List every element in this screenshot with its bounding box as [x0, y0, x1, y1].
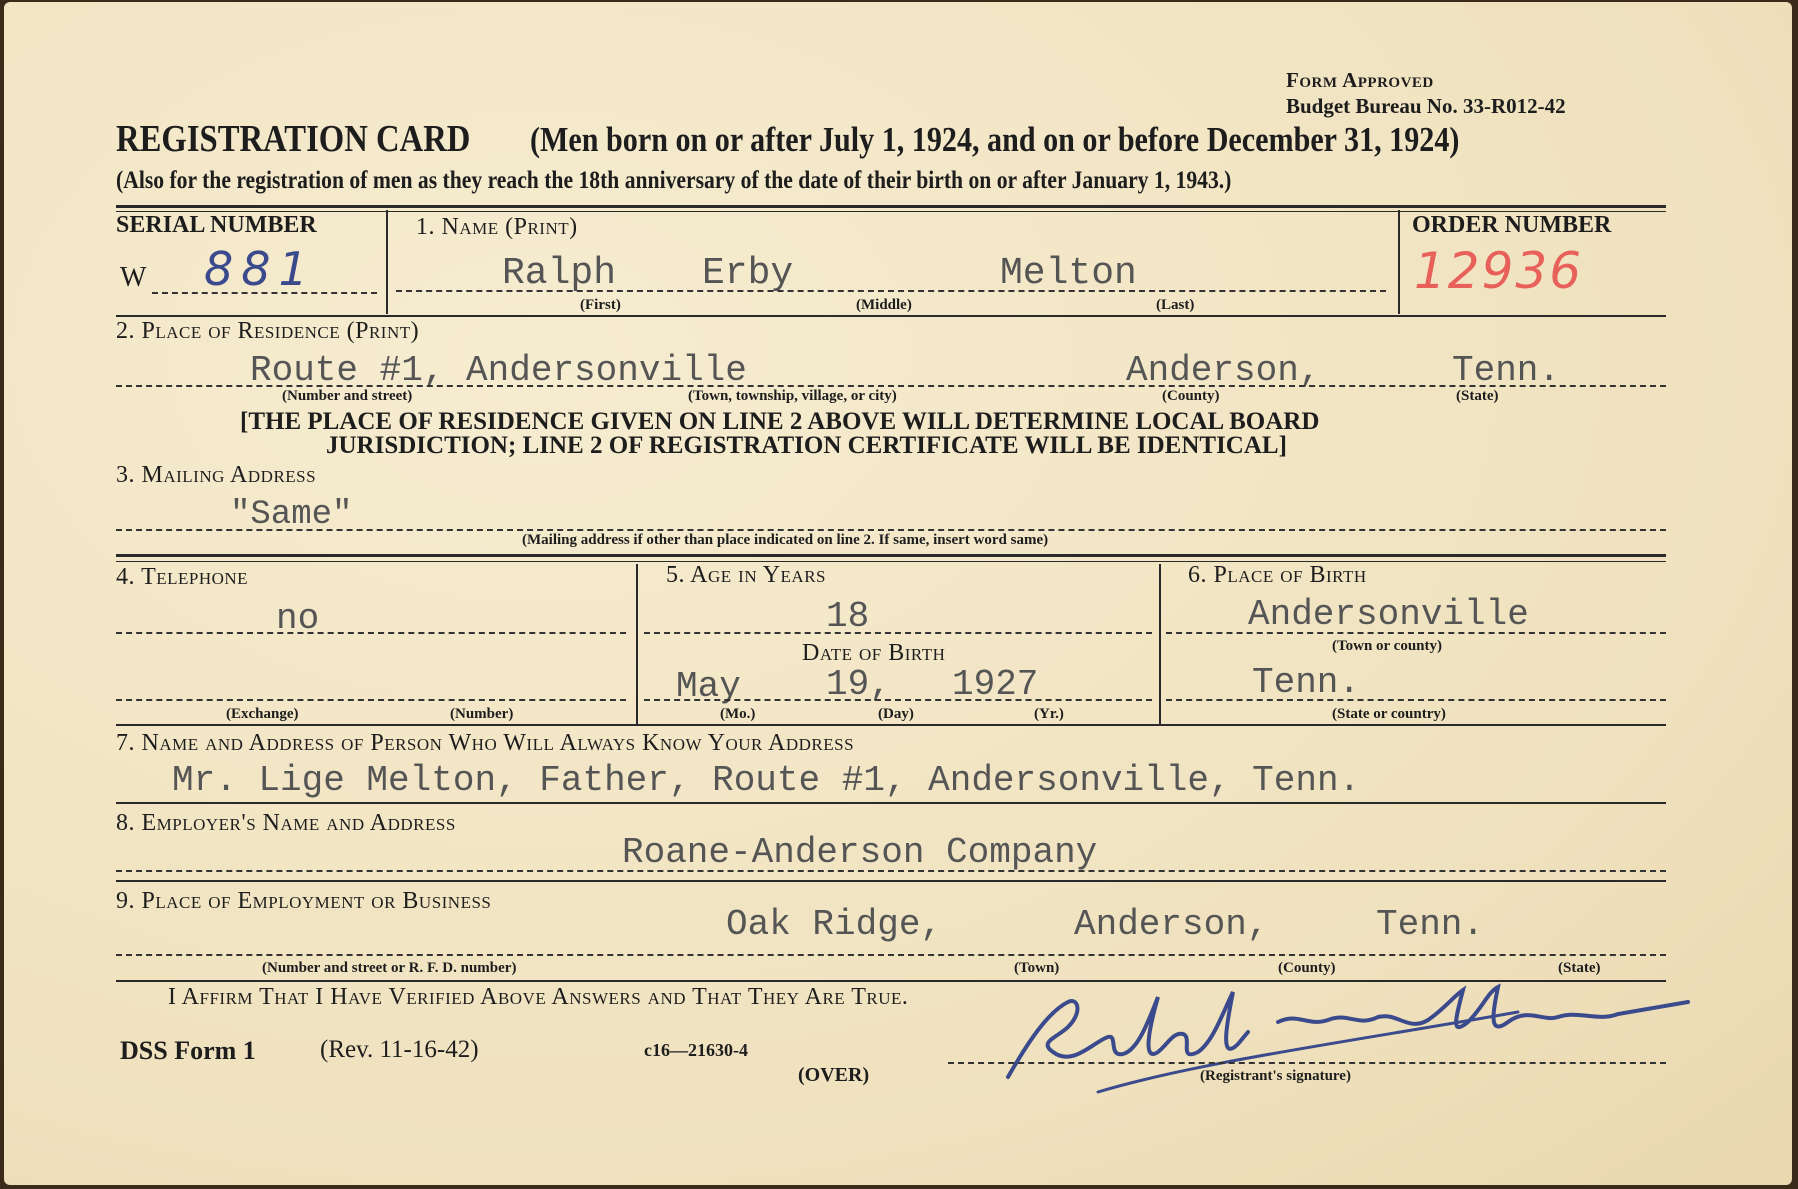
serial-prefix: W: [120, 262, 147, 293]
footer-code: c16—21630-4: [644, 1040, 748, 1060]
residence-county-caption: (County): [1162, 388, 1220, 404]
residence-notice-2: JURISDICTION; LINE 2 OF REGISTRATION CERTIFICATE WILL BE IDENTICAL]: [326, 432, 1287, 459]
order-value: 12936: [1414, 242, 1584, 300]
contact-value: Mr. Lige Melton, Father, Route #1, Andersonville, Tenn.: [172, 760, 1361, 801]
telephone-exchange-caption: (Exchange): [226, 706, 299, 722]
serial-divider: [386, 210, 388, 314]
birthplace-town: Andersonville: [1248, 594, 1529, 635]
employment-state-caption: (State): [1558, 960, 1601, 976]
footer-form: DSS Form 1: [120, 1036, 256, 1065]
telephone-line-2: [116, 699, 626, 701]
serial-line: [152, 292, 377, 294]
mailing-label: 3. Mailing Address: [116, 462, 317, 488]
row7-rule: [116, 802, 1666, 804]
residence-state-caption: (State): [1456, 388, 1499, 404]
dob-mo-caption: (Mo.): [720, 706, 756, 722]
name-middle-caption: (Middle): [856, 297, 912, 313]
dob-day: 19,: [826, 664, 891, 705]
residence-state: Tenn.: [1452, 350, 1561, 391]
row3-rule-2: [116, 561, 1666, 562]
row8-rule: [116, 880, 1666, 882]
name-last-caption: (Last): [1156, 297, 1195, 313]
birthplace-label: 6. Place of Birth: [1188, 562, 1367, 588]
card-subtitle: (Also for the registration of men as they reach the 18th anniversary of the date of their birth on or after January 1, 1943.): [116, 167, 1232, 194]
employment-county-caption: (County): [1278, 960, 1336, 976]
serial-value: 881: [204, 242, 316, 296]
name-first-caption: (First): [580, 297, 621, 313]
employment-street-caption: (Number and street or R. F. D. number): [262, 960, 517, 976]
birthplace-state: Tenn.: [1252, 662, 1361, 703]
top-rule: [116, 205, 1666, 208]
residence-street-caption: (Number and street): [282, 388, 413, 404]
card-title-paren: (Men born on or after July 1, 1924, and on or before December 31, 1924): [530, 120, 1460, 159]
birthplace-line-1: [1166, 632, 1666, 634]
dob-line: [644, 699, 1152, 701]
age-line: [644, 632, 1152, 634]
birthplace-state-caption: (State or country): [1332, 706, 1446, 722]
telephone-line-1: [116, 632, 626, 634]
dob-month: May: [676, 666, 741, 707]
residence-notice-1: [THE PLACE OF RESIDENCE GIVEN ON LINE 2 ABOVE WILL DETERMINE LOCAL BOARD: [240, 408, 1320, 435]
birthplace-line-2: [1166, 699, 1666, 701]
dob-day-caption: (Day): [878, 706, 914, 722]
tel-divider: [636, 564, 638, 724]
age-divider: [1159, 564, 1161, 724]
order-divider: [1398, 210, 1400, 314]
name-middle: Erby: [702, 252, 794, 295]
employer-line: [116, 870, 1666, 872]
row3-rule: [116, 554, 1666, 557]
signature-caption: (Registrant's signature): [1200, 1068, 1351, 1084]
residence-label: 2. Place of Residence (Print): [116, 318, 420, 344]
contact-label: 7. Name and Address of Person Who Will Always Know Your Address: [116, 730, 855, 756]
signature-line: [948, 1062, 1666, 1064]
employment-label: 9. Place of Employment or Business: [116, 888, 492, 914]
name-line: [396, 290, 1386, 292]
name-first: Ralph: [502, 252, 617, 295]
order-label: ORDER NUMBER: [1412, 212, 1612, 238]
birthplace-town-caption: (Town or county): [1332, 638, 1443, 654]
age-value: 18: [826, 596, 870, 637]
budget-bureau: Budget Bureau No. 33-R012-42: [1286, 94, 1566, 118]
footer-over: (OVER): [798, 1064, 870, 1086]
mailing-value: "Same": [230, 496, 353, 534]
mailing-line: [116, 529, 1666, 531]
dob-year: 1927: [952, 664, 1039, 705]
residence-county: Anderson,: [1126, 350, 1321, 391]
form-approved: Form Approved: [1286, 68, 1434, 92]
row6-rule: [116, 724, 1666, 726]
employment-line: [116, 954, 1666, 956]
telephone-label: 4. Telephone: [116, 564, 249, 590]
telephone-number-caption: (Number): [450, 706, 514, 722]
employer-label: 8. Employer's Name and Address: [116, 810, 456, 836]
mailing-caption: (Mailing address if other than place indicated on line 2. If same, insert word same): [522, 532, 1049, 548]
name-last: Melton: [1000, 252, 1137, 295]
residence-line: [116, 385, 1666, 387]
employment-county: Anderson,: [1074, 904, 1269, 945]
row1-rule: [116, 315, 1666, 317]
serial-label: SERIAL NUMBER: [116, 212, 317, 238]
registration-card: [4, 2, 1792, 1185]
name-label: 1. Name (Print): [416, 214, 578, 240]
dob-yr-caption: (Yr.): [1034, 706, 1064, 722]
card-title: REGISTRATION CARD: [116, 118, 471, 160]
employment-state: Tenn.: [1376, 904, 1485, 945]
employment-town-caption: (Town): [1014, 960, 1060, 976]
telephone-value: no: [276, 598, 320, 639]
employer-value: Roane-Anderson Company: [622, 832, 1098, 873]
dob-label: Date of Birth: [802, 640, 946, 666]
affirm-text: I Affirm That I Have Verified Above Answers and That They Are True.: [168, 984, 909, 1010]
residence-street-town: Route #1, Andersonville: [250, 350, 747, 391]
residence-town-caption: (Town, township, village, or city): [688, 388, 897, 404]
age-label: 5. Age in Years: [666, 562, 827, 588]
footer-rev: (Rev. 11-16-42): [320, 1036, 479, 1063]
employment-town: Oak Ridge,: [726, 904, 943, 945]
